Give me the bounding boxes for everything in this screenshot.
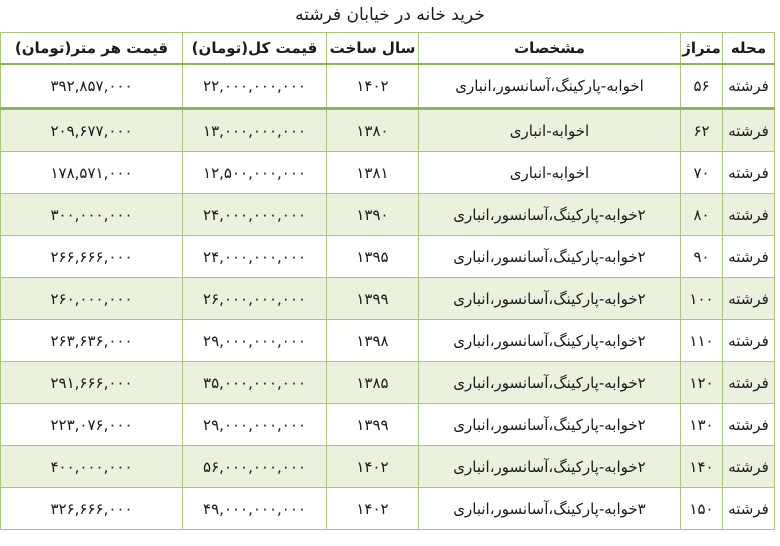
cell-total-price: ۴۹,۰۰۰,۰۰۰,۰۰۰ (183, 488, 327, 530)
cell-per-meter: ۳۹۲,۸۵۷,۰۰۰ (1, 64, 183, 109)
table-row (1, 404, 775, 446)
cell-specs: ۲خوابه-پارکینگ،آسانسور،انباری (419, 404, 681, 446)
cell-year: ۱۳۹۹ (327, 404, 419, 446)
cell-year: ۱۳۹۸ (327, 320, 419, 362)
table-row (1, 109, 775, 152)
cell-specs: ۲خوابه-پارکینگ،آسانسور،انباری (419, 194, 681, 236)
header-specs: مشخصات (419, 33, 681, 65)
cell-size: ۱۳۰ (681, 404, 723, 446)
cell-year: ۱۴۰۲ (327, 446, 419, 488)
table-row (1, 278, 775, 320)
cell-total-price: ۲۴,۰۰۰,۰۰۰,۰۰۰ (183, 194, 327, 236)
cell-year: ۱۴۰۲ (327, 488, 419, 530)
cell-size: ۹۰ (681, 236, 723, 278)
page-title: خرید خانه در خیابان فرشته (295, 5, 485, 25)
cell-per-meter: ۴۰۰,۰۰۰,۰۰۰ (1, 446, 183, 488)
cell-specs: ۲خوابه-پارکینگ،آسانسور،انباری (419, 362, 681, 404)
cell-specs: ۲خوابه-پارکینگ،آسانسور،انباری (419, 446, 681, 488)
cell-area: فرشته (723, 362, 775, 404)
cell-year: ۱۴۰۲ (327, 64, 419, 109)
table-row (1, 488, 775, 530)
cell-specs: ۳خوابه-پارکینگ،آسانسور،انباری (419, 488, 681, 530)
header-area: محله (723, 33, 775, 65)
cell-size: ۵۶ (681, 64, 723, 109)
cell-size: ۱۲۰ (681, 362, 723, 404)
cell-total-price: ۲۹,۰۰۰,۰۰۰,۰۰۰ (183, 404, 327, 446)
cell-year: ۱۳۸۱ (327, 152, 419, 194)
cell-size: ۷۰ (681, 152, 723, 194)
cell-size: ۸۰ (681, 194, 723, 236)
listings-table (0, 32, 775, 530)
header-total-price: قیمت کل(تومان) (183, 33, 327, 65)
cell-total-price: ۱۲,۵۰۰,۰۰۰,۰۰۰ (183, 152, 327, 194)
cell-per-meter: ۳۰۰,۰۰۰,۰۰۰ (1, 194, 183, 236)
cell-per-meter: ۲۶۰,۰۰۰,۰۰۰ (1, 278, 183, 320)
header-size: متراژ (681, 33, 723, 65)
cell-size: ۶۲ (681, 109, 723, 152)
header-per-meter: قیمت هر متر(تومان) (1, 33, 183, 65)
cell-year: ۱۳۸۵ (327, 362, 419, 404)
header-year: سال ساخت (327, 33, 419, 65)
cell-per-meter: ۲۹۱,۶۶۶,۰۰۰ (1, 362, 183, 404)
cell-specs: ۲خوابه-پارکینگ،آسانسور،انباری (419, 278, 681, 320)
header-row (1, 33, 775, 65)
cell-year: ۱۳۹۹ (327, 278, 419, 320)
cell-area: فرشته (723, 194, 775, 236)
cell-per-meter: ۲۶۳,۶۳۶,۰۰۰ (1, 320, 183, 362)
cell-area: فرشته (723, 446, 775, 488)
cell-total-price: ۱۳,۰۰۰,۰۰۰,۰۰۰ (183, 109, 327, 152)
cell-total-price: ۳۵,۰۰۰,۰۰۰,۰۰۰ (183, 362, 327, 404)
table-row (1, 362, 775, 404)
table-row (1, 236, 775, 278)
cell-year: ۱۳۸۰ (327, 109, 419, 152)
cell-year: ۱۳۹۵ (327, 236, 419, 278)
cell-area: فرشته (723, 278, 775, 320)
cell-size: ۱۵۰ (681, 488, 723, 530)
table-row (1, 64, 775, 109)
cell-size: ۱۱۰ (681, 320, 723, 362)
cell-specs: ۲خوابه-پارکینگ،آسانسور،انباری (419, 236, 681, 278)
cell-specs: اخوابه-انباری (419, 109, 681, 152)
table-row (1, 194, 775, 236)
cell-area: فرشته (723, 236, 775, 278)
cell-area: فرشته (723, 152, 775, 194)
table-row (1, 446, 775, 488)
cell-area: فرشته (723, 404, 775, 446)
cell-area: فرشته (723, 64, 775, 109)
cell-total-price: ۲۹,۰۰۰,۰۰۰,۰۰۰ (183, 320, 327, 362)
cell-area: فرشته (723, 488, 775, 530)
table-row (1, 152, 775, 194)
cell-total-price: ۲۴,۰۰۰,۰۰۰,۰۰۰ (183, 236, 327, 278)
cell-area: فرشته (723, 109, 775, 152)
cell-per-meter: ۲۶۶,۶۶۶,۰۰۰ (1, 236, 183, 278)
cell-specs: ۲خوابه-پارکینگ،آسانسور،انباری (419, 320, 681, 362)
cell-year: ۱۳۹۰ (327, 194, 419, 236)
cell-total-price: ۲۲,۰۰۰,۰۰۰,۰۰۰ (183, 64, 327, 109)
cell-size: ۱۴۰ (681, 446, 723, 488)
cell-total-price: ۵۶,۰۰۰,۰۰۰,۰۰۰ (183, 446, 327, 488)
cell-area: فرشته (723, 320, 775, 362)
cell-specs: اخوابه-انباری (419, 152, 681, 194)
cell-per-meter: ۲۰۹,۶۷۷,۰۰۰ (1, 109, 183, 152)
cell-size: ۱۰۰ (681, 278, 723, 320)
cell-specs: اخوابه-پارکینگ،آسانسور،انباری (419, 64, 681, 109)
cell-total-price: ۲۶,۰۰۰,۰۰۰,۰۰۰ (183, 278, 327, 320)
cell-per-meter: ۲۲۳,۰۷۶,۰۰۰ (1, 404, 183, 446)
cell-per-meter: ۳۲۶,۶۶۶,۰۰۰ (1, 488, 183, 530)
table-row (1, 320, 775, 362)
cell-per-meter: ۱۷۸,۵۷۱,۰۰۰ (1, 152, 183, 194)
